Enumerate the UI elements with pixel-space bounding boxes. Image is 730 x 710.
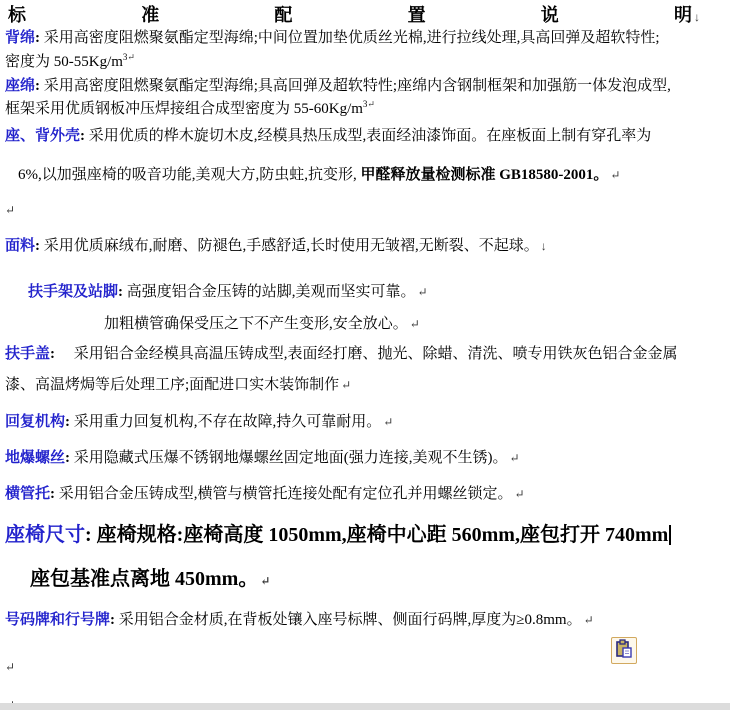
label-colon: : — [65, 450, 71, 466]
body-text: 采用优质麻绒布,耐磨、防褪色,手感舒适,长时使用无皱褶,无断裂、不起球。 — [43, 238, 539, 254]
document-title — [8, 1, 700, 27]
linebreak-mark: ↓ — [693, 10, 700, 24]
paragraph-fushougai-line1 — [5, 344, 678, 364]
label-colon: : — [85, 524, 92, 546]
paragraph-zuomian-line1 — [5, 76, 671, 96]
paragraph-mark: ↵ — [409, 317, 420, 331]
label-colon: : — [50, 346, 56, 362]
label-colon: : — [50, 486, 56, 502]
section-label: 回复机构 — [5, 414, 66, 430]
window-bottom-edge — [0, 703, 730, 710]
title-char: 准 — [141, 5, 160, 25]
body-text: 加粗横管确保受压之下不产生变形,安全放心。 — [104, 316, 408, 332]
paragraph-mark: ↵ — [5, 203, 16, 217]
superscript: 3 — [362, 99, 368, 109]
paragraph-fushoujia-line1 — [28, 282, 428, 302]
empty-paragraph — [5, 200, 15, 220]
paragraph-dibao — [5, 448, 520, 468]
body-text: 采用铝合金压铸成型,横管与横管托连接处配有定位孔并用螺丝锁定。 — [58, 486, 513, 502]
title-char: 标 — [8, 5, 26, 25]
paragraph-mianliao — [5, 236, 547, 256]
section-label: 号码牌和行号牌 — [5, 612, 111, 628]
paragraph-fushougai-line2 — [5, 375, 351, 395]
section-label: 扶手盖 — [5, 346, 51, 362]
body-text: 座包基准点离地 450mm。 — [30, 568, 259, 590]
paragraph-mark: ↵ — [417, 285, 428, 299]
section-label: 横管托 — [5, 486, 51, 502]
body-text: 采用高密度阻燃聚氨酯定型海绵;中间位置加垫优质丝光棉,进行拉线处理,具高回弹及超软特性; — [43, 30, 660, 46]
body-text: 高强度铝合金压铸的站脚,美观而坚实可靠。 — [126, 284, 416, 300]
body-text: 采用重力回复机构,不存在故障,持久可靠耐用。 — [73, 414, 382, 430]
title-char: 明 — [673, 5, 692, 25]
paragraph-mark: ↵ — [341, 378, 352, 392]
paragraph-mark: ↵ — [5, 660, 16, 674]
title-char: 置 — [407, 5, 426, 25]
paragraph-zuomian-line2 — [5, 99, 375, 119]
paragraph-beimian-line2 — [5, 52, 135, 72]
body-text: 密度为 50-55Kg/m — [5, 54, 123, 70]
clipboard-paste-icon — [615, 639, 633, 663]
paragraph-beimian-line1 — [5, 28, 660, 48]
body-text: 采用铝合金经模具高温压铸成型,表面经打磨、抛光、除蜡、清洗、喷专用铁灰色铝合金金属 — [58, 346, 678, 362]
label-colon: : — [80, 128, 86, 144]
paragraph-chicun-line1 — [5, 522, 671, 548]
body-text: 采用隐藏式压爆不锈钢地爆螺丝固定地面(强力连接,美观不生锈)。 — [73, 450, 508, 466]
body-text: 6%,以加强座椅的吸音功能,美观大方,防虫蛀,抗变形, — [18, 167, 357, 183]
label-colon: : — [118, 284, 124, 300]
superscript: 3 — [122, 52, 128, 62]
section-label: 地爆螺丝 — [5, 450, 66, 466]
text-cursor — [669, 525, 671, 545]
label-colon: : — [35, 30, 41, 46]
paragraph-mark: ↵ — [514, 487, 525, 501]
paragraph-waike-line2 — [18, 165, 620, 185]
label-colon: : — [35, 78, 41, 94]
paragraph-chicun-line2 — [30, 566, 270, 594]
section-label: 座椅尺寸 — [5, 524, 85, 546]
empty-paragraph — [5, 657, 15, 677]
title-char: 说 — [540, 5, 559, 25]
paragraph-huifu — [5, 412, 393, 432]
section-label: 座绵 — [5, 78, 36, 94]
paragraph-mark: ↵ — [509, 451, 520, 465]
paragraph-hengguantuo — [5, 484, 525, 504]
body-text: 采用铝合金材质,在背板处镶入座号标牌、侧面行码牌,厚度为≥0.8mm。 — [118, 612, 582, 628]
paragraph-mark: ↵ — [583, 613, 594, 627]
section-label: 座、背外壳 — [5, 128, 81, 144]
body-text: 漆、高温烤焗等后处理工序;面配进口实木装饰制作 — [5, 377, 340, 393]
body-text: 框架采用优质钢板冲压焊接组合成型密度为 55-60Kg/m — [5, 101, 363, 117]
paragraph-mark: ↵ — [260, 574, 271, 588]
label-colon: : — [65, 414, 71, 430]
paragraph-haomapai — [5, 610, 594, 630]
paragraph-fushoujia-line2 — [104, 314, 420, 334]
paragraph-mark: ↵ — [383, 415, 394, 429]
body-text: 座椅规格:座椅高度 1050mm,座椅中心距 560mm,座包打开 740mm — [96, 524, 669, 546]
body-text: 采用优质的桦木旋切木皮,经模具热压成型,表面经油漆饰面。在座板面上制有穿孔率为 — [88, 128, 652, 144]
label-colon: : — [35, 238, 41, 254]
body-text: 采用高密度阻燃聚氨酯定型海绵;具高回弹及超软特性;座绵内含钢制框架和加强筋一体发泡成型, — [43, 78, 671, 94]
section-label: 背绵 — [5, 30, 36, 46]
paragraph-waike-line1 — [5, 126, 651, 146]
body-text-bold: 甲醛释放量检测标准 GB18580-2001。 — [360, 167, 609, 183]
paragraph-mark: ↵ — [610, 168, 621, 182]
paragraph-mark: ↵ — [127, 52, 135, 62]
paste-options-button[interactable] — [611, 637, 637, 664]
section-label: 面料 — [5, 238, 36, 254]
title-char: 配 — [274, 5, 293, 25]
paragraph-mark: ↵ — [367, 99, 375, 109]
section-label: 扶手架及站脚 — [28, 284, 119, 300]
linebreak-mark: ↓ — [540, 239, 547, 253]
title-last — [674, 1, 700, 27]
label-colon: : — [110, 612, 116, 628]
